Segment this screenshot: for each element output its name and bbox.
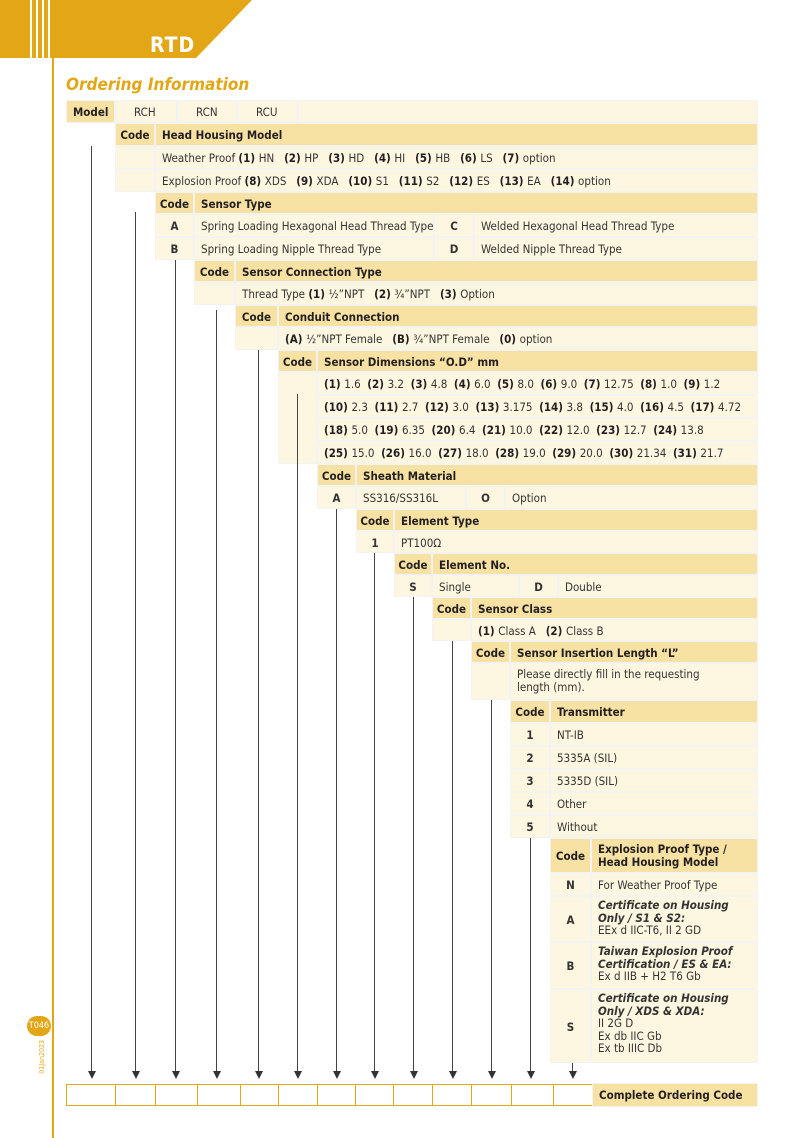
code-header: Code (115, 123, 155, 146)
code-header: Code (394, 553, 432, 575)
option-code: (3) (410, 377, 431, 391)
element-no-title: Element No. (432, 553, 758, 575)
model-option: RCH (115, 100, 177, 123)
option-code: (9) (683, 377, 704, 391)
option-code: (20) (431, 423, 459, 437)
code-box[interactable] (355, 1084, 394, 1106)
option-value: ½”NPT Female (306, 332, 393, 346)
code-header: Code (155, 192, 194, 214)
option-code: (26) (381, 446, 409, 460)
sheath-title: Sheath Material (356, 464, 758, 486)
option-code: (15) (589, 400, 618, 414)
connector-line (530, 838, 531, 1071)
option-desc: Option (505, 486, 758, 509)
option-value: 16.0 (408, 446, 439, 460)
sensor-connection-row (235, 282, 758, 305)
option-code: (14) (550, 174, 579, 188)
option-value: 3.2 (387, 377, 411, 391)
option-value: ¾”NPT Female (413, 332, 500, 346)
code-value: 3 (510, 769, 550, 792)
connector-line (336, 509, 337, 1071)
code-box[interactable] (471, 1084, 512, 1106)
connector-line (413, 597, 414, 1071)
arrow-down-icon (449, 1071, 457, 1079)
option-value: XDA (316, 174, 349, 188)
option-value: 12.75 (604, 377, 641, 391)
option-code: (28) (495, 446, 523, 460)
option-desc: SS316/SS316L (356, 486, 466, 509)
option-code: (13) (475, 400, 503, 414)
explosion-type-title (591, 838, 758, 873)
option-value: 12.7 (623, 423, 654, 437)
code-box[interactable] (197, 1084, 241, 1106)
option-value: 10.0 (509, 423, 540, 437)
header-title: RTD (150, 33, 196, 57)
code-value: A (317, 486, 356, 509)
option-code: (16) (640, 400, 668, 414)
arrow-down-icon (333, 1071, 341, 1079)
code-header: Code (510, 700, 550, 723)
code-value: A (155, 214, 194, 237)
complete-ordering-label: Complete Ordering Code (592, 1083, 758, 1107)
arrow-down-icon (255, 1071, 263, 1079)
option-code: (3) (328, 151, 349, 165)
option-code: (25) (324, 446, 352, 460)
option-desc: PT100Ω (394, 531, 758, 553)
option-value: 1.0 (660, 377, 684, 391)
weather-prefix: Weather Proof (162, 151, 236, 165)
option-code: (10) (348, 174, 376, 188)
option-desc: Welded Nipple Thread Type (474, 237, 758, 260)
option-code: (8) (640, 377, 661, 391)
code-box[interactable] (432, 1084, 472, 1106)
code-header: Code (278, 350, 317, 372)
option-code: (11) (374, 400, 402, 414)
option-value: 20.0 (579, 446, 610, 460)
code-box[interactable] (278, 1084, 318, 1106)
option-value: HD (348, 151, 375, 165)
code-value: O (466, 486, 505, 509)
code-value: S (550, 989, 591, 1063)
option-value: 18.0 (465, 446, 496, 460)
option-value: Option (460, 287, 495, 301)
option-value: 4.72 (718, 400, 742, 414)
code-value: 4 (510, 792, 550, 815)
model-option: RCU (237, 100, 298, 123)
option-code: (12) (424, 400, 453, 414)
option-value: ½”NPT (328, 287, 375, 301)
option-value: 13.8 (680, 423, 704, 437)
option-code: (B) (392, 332, 414, 346)
cert-title: Certificate on Housing Only / S1 & S2: (598, 898, 729, 925)
option-value: option (519, 332, 553, 346)
option-value: HN (258, 151, 285, 165)
option-value: XDS (264, 174, 297, 188)
option-code: (1) (478, 624, 499, 638)
option-code: (21) (482, 423, 510, 437)
sensor-connection-title: Sensor Connection Type (235, 260, 758, 282)
option-desc: Spring Loading Nipple Thread Type (194, 237, 434, 260)
code-value: D (519, 575, 558, 597)
arrow-down-icon (371, 1071, 379, 1079)
code-box[interactable] (155, 1084, 198, 1106)
option-value: LS (480, 151, 503, 165)
explosion-title-line: Explosion Proof Type / (598, 842, 727, 856)
code-blank (432, 619, 471, 641)
option-value: 15.0 (351, 446, 382, 460)
connector-line (135, 212, 136, 1071)
code-header: Code (550, 838, 591, 873)
option-value: EA (527, 174, 551, 188)
code-box[interactable] (317, 1084, 356, 1106)
dims-row (317, 372, 758, 395)
code-box[interactable] (553, 1084, 593, 1106)
sensor-class-row (471, 619, 758, 641)
option-code: (11) (398, 174, 427, 188)
option-code: (30) (609, 446, 637, 460)
connector-line (572, 1063, 573, 1071)
model-spacer (298, 100, 758, 123)
option-code: (18) (324, 423, 352, 437)
code-value: 2 (510, 746, 550, 769)
option-value: 5.0 (351, 423, 375, 437)
connector-line (491, 700, 492, 1071)
option-code: (17) (690, 400, 718, 414)
code-header: Code (471, 641, 510, 663)
dims-row (317, 418, 758, 441)
option-code: (31) (672, 446, 701, 460)
connector-line (297, 394, 298, 1071)
code-box[interactable] (393, 1084, 433, 1106)
option-value: HP (304, 151, 329, 165)
dims-row (317, 395, 758, 418)
section-title: Ordering Information (66, 75, 250, 95)
explosion-prefix: Explosion Proof (162, 174, 242, 188)
code-value: B (155, 237, 194, 260)
option-code: (29) (552, 446, 580, 460)
option-value: 21.7 (700, 446, 724, 460)
cert-line: Ex d IIB + H2 T6 Gb (598, 969, 701, 983)
insertion-title: Sensor Insertion Length “L” (510, 641, 758, 663)
sensor-dims-title: Sensor Dimensions “O.D” mm (317, 350, 758, 372)
option-value: 4.5 (667, 400, 691, 414)
option-desc: 5335D (SIL) (550, 769, 758, 792)
option-value: 2.3 (351, 400, 375, 414)
option-code: (1) (308, 287, 329, 301)
arrow-down-icon (294, 1071, 302, 1079)
option-code: (2) (367, 377, 388, 391)
option-desc: Single (432, 575, 519, 597)
option-value: 9.0 (560, 377, 584, 391)
option-code: (7) (502, 151, 523, 165)
weather-proof-row (155, 146, 758, 169)
arrow-down-icon (88, 1071, 96, 1079)
option-value: HI (394, 151, 416, 165)
option-desc: For Weather Proof Type (591, 873, 758, 896)
option-code: (12) (449, 174, 477, 188)
option-code: (3) (439, 287, 461, 301)
option-code: (10) (324, 400, 352, 414)
code-header: Code (235, 305, 278, 327)
code-header: Code (317, 464, 356, 486)
option-code: (23) (596, 423, 624, 437)
option-value: 8.0 (517, 377, 541, 391)
code-blank (471, 663, 510, 700)
code-value: 1 (510, 723, 550, 746)
insertion-text: Please directly fill in the requesting length (mm). (510, 663, 758, 700)
code-box[interactable] (66, 1084, 116, 1106)
cert-title: Certificate on Housing Only / XDS & XDA: (598, 991, 729, 1018)
model-label: Model (66, 100, 115, 123)
option-code: (4) (453, 377, 475, 391)
cert-b (591, 942, 758, 989)
option-desc: 5335A (SIL) (550, 746, 758, 769)
option-code: (8) (244, 174, 265, 188)
option-value: 4.0 (617, 400, 641, 414)
cert-line: Ex db IIC Gb (598, 1028, 662, 1043)
option-code: (4) (374, 151, 395, 165)
dims-row (317, 441, 758, 464)
option-code: (5) (497, 377, 518, 391)
element-type-title: Element Type (394, 509, 758, 531)
head-housing-title: Head Housing Model (155, 123, 758, 146)
code-header: Code (194, 260, 235, 282)
option-value: option (578, 174, 611, 188)
code-value: A (550, 896, 591, 942)
option-code: (2) (545, 624, 566, 638)
option-value: Class B (565, 624, 604, 638)
cert-line: EEx d IIC-T6, II 2 GD (598, 923, 702, 937)
option-value: 21.34 (636, 446, 673, 460)
option-desc: Welded Hexagonal Head Thread Type (474, 214, 758, 237)
option-code: (2) (374, 287, 395, 301)
option-code: (5) (415, 151, 436, 165)
code-value: D (434, 237, 474, 260)
option-value: 6.0 (474, 377, 498, 391)
cert-s (591, 989, 758, 1063)
code-header: Code (432, 597, 471, 619)
option-code: (24) (653, 423, 681, 437)
code-value: S (394, 575, 432, 597)
arrow-down-icon (213, 1071, 221, 1079)
option-value: ES (476, 174, 500, 188)
option-value: 6.35 (401, 423, 432, 437)
option-value: 3.0 (452, 400, 476, 414)
arrow-down-icon (172, 1071, 180, 1079)
option-code: (2) (284, 151, 305, 165)
option-code: (22) (539, 423, 567, 437)
code-box[interactable] (240, 1084, 279, 1106)
code-blank (115, 146, 155, 169)
cert-line: II 2G D (598, 1016, 634, 1030)
option-value: 19.0 (522, 446, 553, 460)
option-desc: Double (558, 575, 758, 597)
code-box[interactable] (115, 1084, 156, 1106)
code-blank (235, 327, 278, 350)
code-blank (115, 169, 155, 192)
arrow-down-icon (488, 1071, 496, 1079)
connector-line (91, 146, 92, 1071)
margin-line (52, 58, 54, 1138)
cert-a (591, 896, 758, 942)
option-value: 12.0 (566, 423, 597, 437)
code-value: 5 (510, 815, 550, 838)
option-code: (27) (438, 446, 466, 460)
option-code: (0) (499, 332, 520, 346)
explosion-title-line: Head Housing Model (598, 854, 719, 869)
option-desc: Without (550, 815, 758, 838)
option-code: (14) (539, 400, 567, 414)
option-value: Class A (498, 624, 546, 638)
cert-title: Taiwan Explosion Proof Certification / ES & EA: (598, 944, 733, 971)
option-value: option (522, 151, 556, 165)
explosion-proof-row (155, 169, 758, 192)
page-badge: T046 (27, 1016, 51, 1036)
date-stamp: 01Jan2023 (38, 1040, 46, 1074)
arrow-down-icon (132, 1071, 140, 1079)
model-option: RCN (177, 100, 237, 123)
connector-line (216, 310, 217, 1071)
option-code: (6) (540, 377, 561, 391)
option-value: HB (435, 151, 461, 165)
option-value: 6.4 (459, 423, 483, 437)
code-value: C (434, 214, 474, 237)
conduit-row (278, 327, 758, 350)
sensor-type-title: Sensor Type (194, 192, 758, 214)
option-code: (13) (499, 174, 528, 188)
option-code: (1) (238, 151, 259, 165)
code-blank (194, 282, 235, 305)
code-value: N (550, 873, 591, 896)
conduit-title: Conduit Connection (278, 305, 758, 327)
arrow-down-icon (410, 1071, 418, 1079)
arrow-down-icon (527, 1071, 535, 1079)
sensor-class-title: Sensor Class (471, 597, 758, 619)
transmitter-title: Transmitter (550, 700, 758, 723)
option-desc: Other (550, 792, 758, 815)
option-value: 3.8 (566, 400, 590, 414)
connector-line (452, 641, 453, 1071)
code-value: B (550, 942, 591, 989)
option-value: S1 (375, 174, 399, 188)
arrow-down-icon (569, 1071, 577, 1079)
option-value: 4.8 (430, 377, 454, 391)
option-value: 1.2 (703, 377, 721, 391)
option-value: S2 (426, 174, 450, 188)
option-value: 2.7 (401, 400, 425, 414)
option-code: (9) (296, 174, 317, 188)
option-code: (6) (460, 151, 481, 165)
header-banner (0, 0, 260, 58)
code-value: 1 (356, 531, 394, 553)
option-desc: NT-IB (550, 723, 758, 746)
option-code: (7) (583, 377, 605, 391)
option-code: (19) (374, 423, 402, 437)
option-value: 3.175 (502, 400, 540, 414)
option-value: ¾”NPT (394, 287, 440, 301)
connector-line (258, 350, 259, 1071)
thread-type-prefix: Thread Type (242, 287, 306, 301)
option-code: (1) (324, 377, 345, 391)
option-value: 1.6 (344, 377, 368, 391)
cert-line: Ex tb IIIC Db (598, 1041, 663, 1055)
connector-line (374, 553, 375, 1071)
option-desc: Spring Loading Hexagonal Head Thread Type (194, 214, 434, 237)
option-code: (A) (285, 332, 307, 346)
connector-line (175, 260, 176, 1071)
code-header: Code (356, 509, 394, 531)
code-box[interactable] (511, 1084, 554, 1106)
